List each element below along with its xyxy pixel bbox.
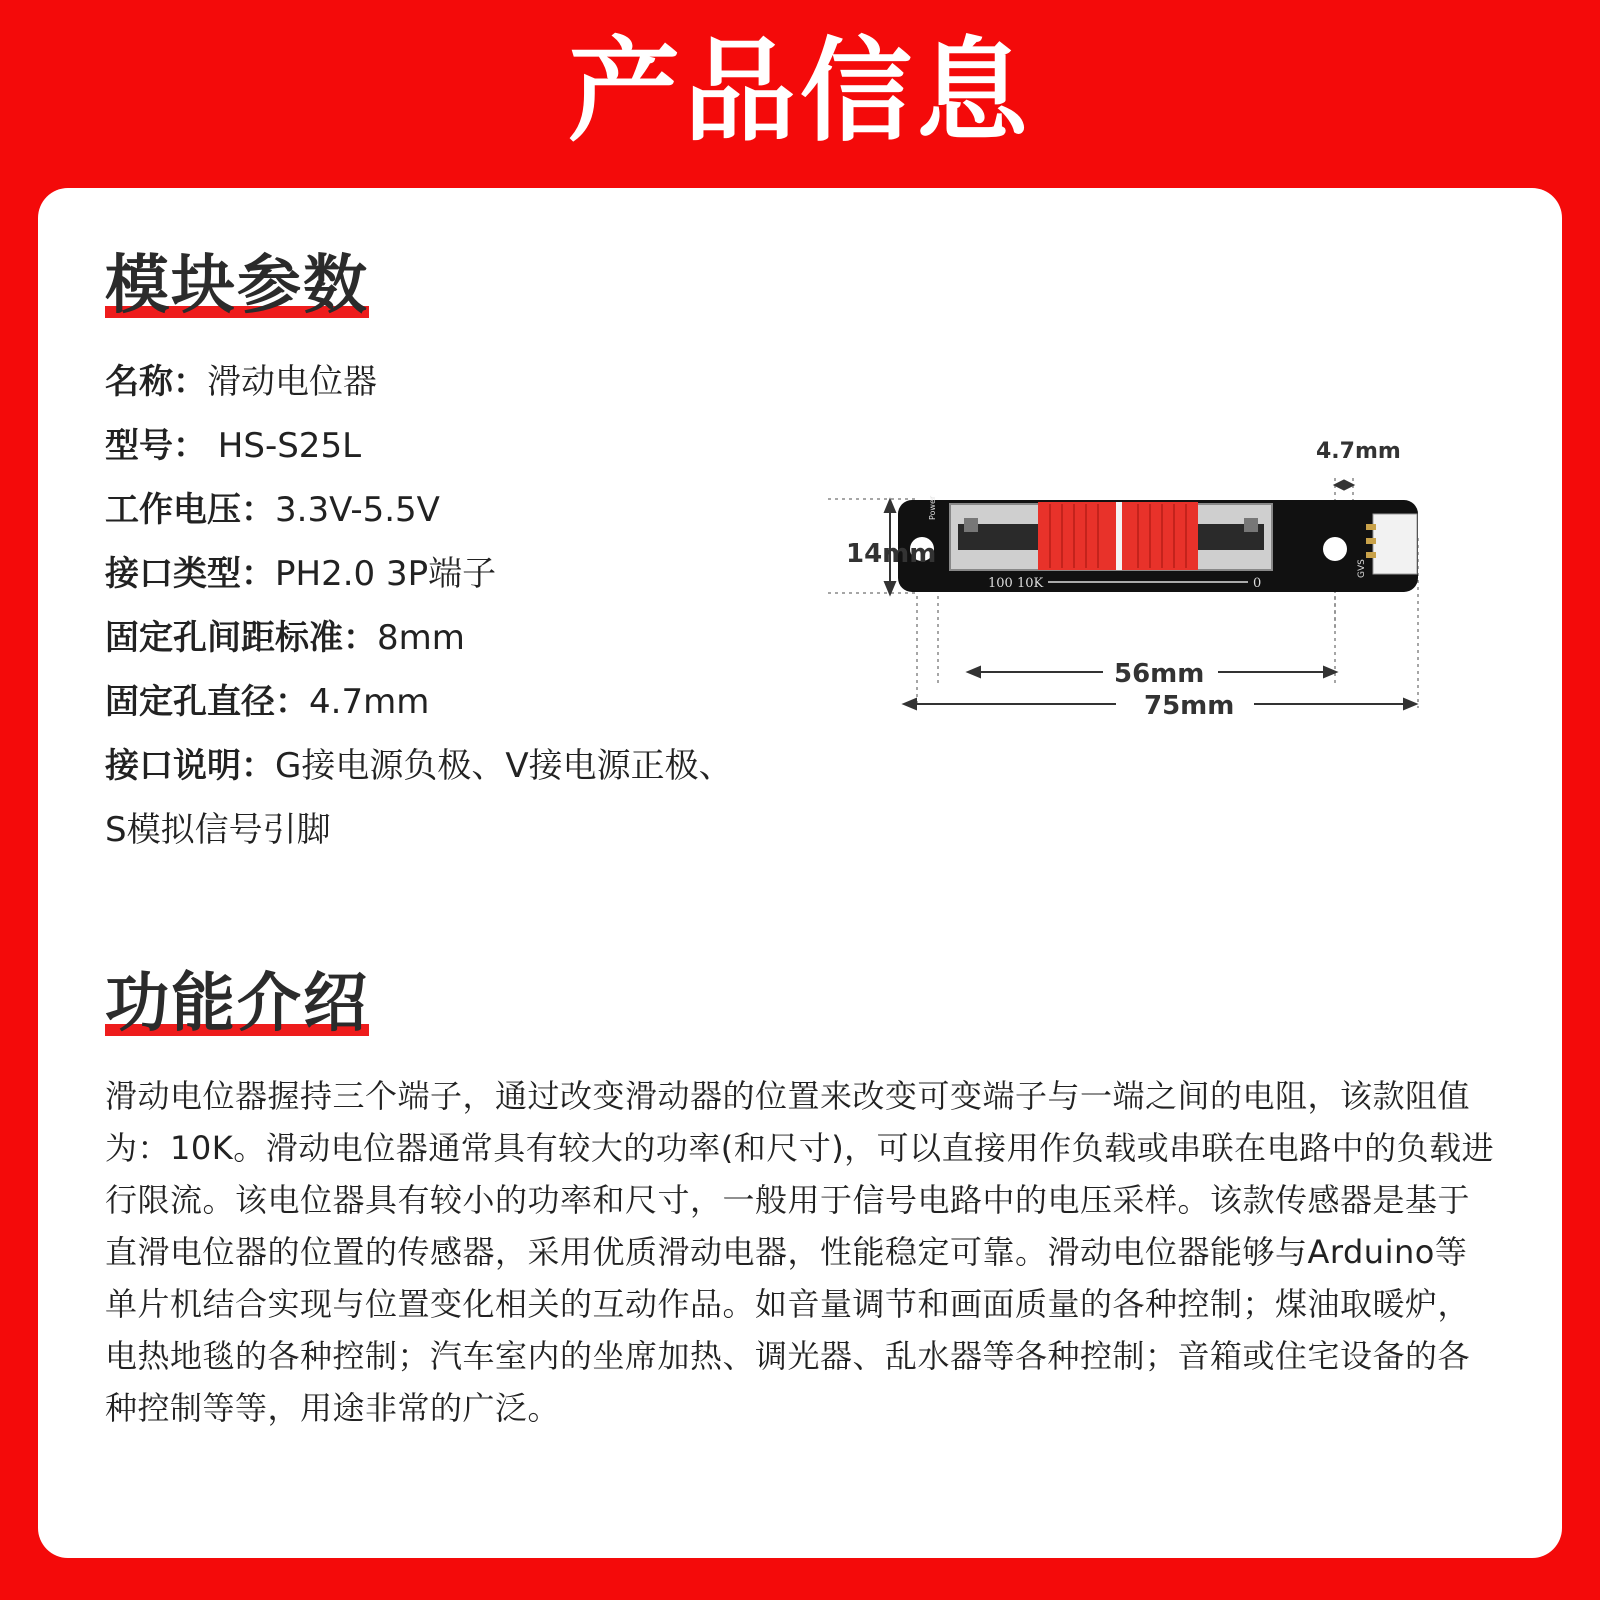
spec-row-hole-spacing xyxy=(105,606,745,670)
spec-label: 固定孔直径： xyxy=(105,682,309,722)
spec-value: HS-S25L xyxy=(207,426,362,466)
scale-text: 100 10K xyxy=(988,576,1044,591)
spec-value: 滑动电位器 xyxy=(207,362,377,402)
spec-row-interface-type xyxy=(105,542,745,606)
spec-row-model xyxy=(105,414,745,478)
spec-value: G接电源负极、V接电源正极、S模拟信号引脚 xyxy=(105,746,733,850)
spec-list xyxy=(105,350,745,862)
power-text: Power xyxy=(928,495,937,520)
page-title: 产品信息 xyxy=(568,27,1032,157)
spec-label: 接口类型： xyxy=(105,554,275,594)
spec-value: 8mm xyxy=(377,618,465,658)
zero-text: 0 xyxy=(1253,576,1262,591)
function-intro-text: 滑动电位器握持三个端子，通过改变滑动器的位置来改变可变端子与一端之间的电阻，该款阻值为：10K。滑动电位器通常具有较大的功率(和尺寸)，可以直接用作负载或串联在电路中的负载进行限流。该电位器具有较小的功率和尺寸，一般用于信号电路中的电压采样。该款传感器是基于直滑电位器的位置的传感器，采用优质滑动电器，性能稳定可靠。滑动电位器能够与Arduino等单片机结合实现与位置变化相关的互动作品。如音量调节和画面质量的各种控制；煤油取暖炉，电热地毯的各种控制；汽车室内的坐席加热、调光器、乱水器等各种控制；音箱或住宅设备的各种控制等等，用途非常的广泛。 xyxy=(105,1077,1495,1427)
spec-value: 3.3V-5.5V xyxy=(275,490,440,530)
dim-total-label: 75mm xyxy=(1144,691,1235,721)
pins-text: GVS xyxy=(1357,559,1367,578)
mount-hole-right xyxy=(1323,537,1347,561)
module-params-heading xyxy=(105,246,369,326)
spec-label: 型号： xyxy=(105,426,207,466)
spec-row-voltage xyxy=(105,478,745,542)
function-intro-heading-text: 功能介绍 xyxy=(105,967,369,1041)
spec-row-interface-desc xyxy=(105,734,745,862)
spec-label: 固定孔间距标准： xyxy=(105,618,377,658)
ph2-connector xyxy=(1373,514,1417,574)
spec-value: PH2.0 3P端子 xyxy=(275,554,497,594)
spec-value: 4.7mm xyxy=(309,682,430,722)
spec-label: 工作电压： xyxy=(105,490,275,530)
dim-hole-label: 4.7mm xyxy=(1316,439,1401,464)
dim-height-label: 14mm xyxy=(846,539,937,569)
content-card xyxy=(38,188,1562,1558)
spec-row-hole-diameter xyxy=(105,670,745,734)
module-dimension-diagram xyxy=(798,438,1498,728)
dim-inner-label: 56mm xyxy=(1114,659,1205,689)
spec-row-name xyxy=(105,350,745,414)
spec-label: 名称： xyxy=(105,362,207,402)
function-intro-heading xyxy=(105,964,369,1044)
module-params-heading-text: 模块参数 xyxy=(105,249,369,323)
spec-label: 接口说明： xyxy=(105,746,275,786)
